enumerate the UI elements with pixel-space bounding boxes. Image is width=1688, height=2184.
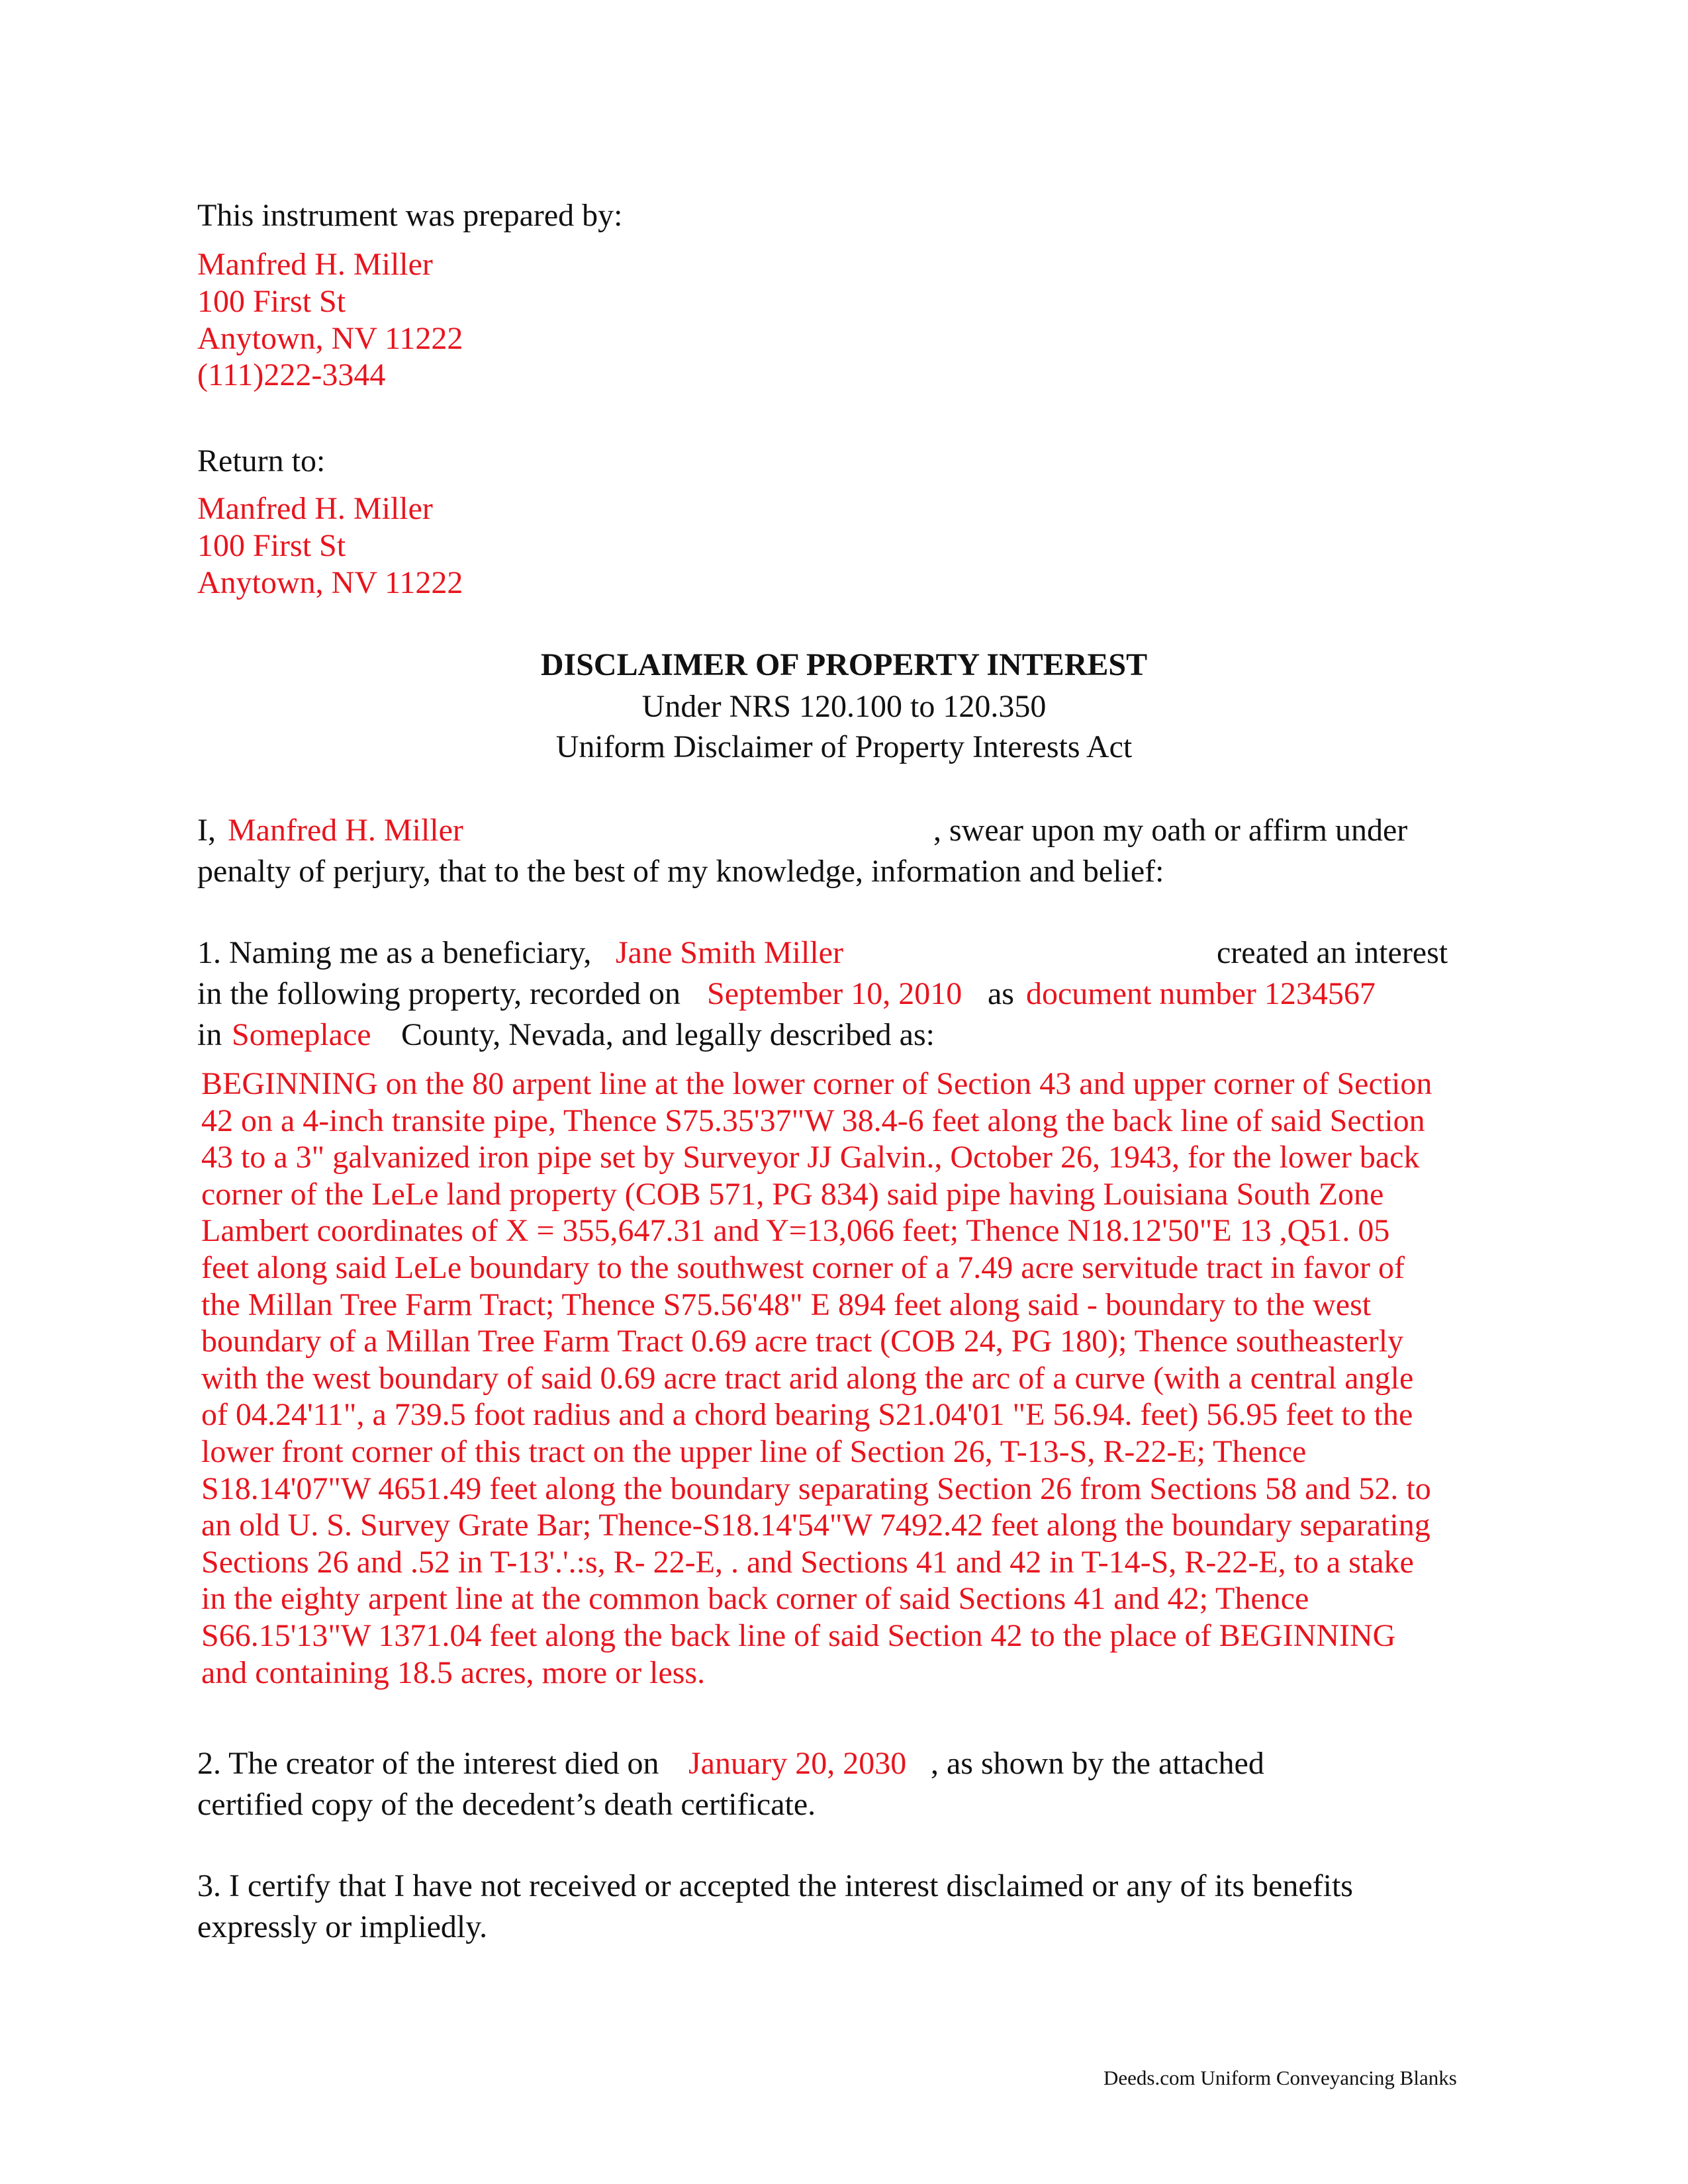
statute-subtitle: Under NRS 120.100 to 120.350 [641,689,1047,724]
disclaimant-name: Manfred H. Miller [228,813,463,848]
item1-line2-prefix: in the following property, recorded on [197,976,681,1011]
legal-line: 43 to a 3" galvanized iron pipe set by Surveyor JJ Galvin., October 26, 1943, for the lower back [201,1140,1420,1175]
return-to-label: Return to: [197,443,326,478]
document-title: DISCLAIMER OF PROPERTY INTEREST [540,647,1148,682]
legal-line: and containing 18.5 acres, more or less. [201,1655,706,1690]
item2-line2: certified copy of the decedent’s death certificate. [197,1787,816,1822]
return-street: 100 First St [197,528,346,563]
preparer-street: 100 First St [197,284,346,319]
legal-line: with the west boundary of said 0.69 acre tract arid along the arc of a curve (with a central angle [201,1360,1414,1396]
item1-line3-suffix: County, Nevada, and legally described as: [401,1017,935,1052]
item1-prefix: 1. Naming me as a beneficiary, [197,935,592,970]
legal-line: the Millan Tree Farm Tract; Thence S75.56'48" E 894 feet along said - boundary to the west [201,1287,1372,1322]
creator-name: Jane Smith Miller [616,935,843,970]
item1-suffix: created an interest [1217,935,1448,970]
act-subtitle: Uniform Disclaimer of Property Interests Act [555,729,1133,764]
legal-line: BEGINNING on the 80 arpent line at the lower corner of Section 43 and upper corner of Section [201,1066,1432,1101]
return-city: Anytown, NV 11222 [197,565,463,600]
legal-line: feet along said LeLe boundary to the southwest corner of a 7.49 acre servitude tract in favor of [201,1250,1405,1285]
item2-suffix: , as shown by the attached [931,1746,1264,1781]
oath-suffix: , swear upon my oath or affirm under [933,813,1408,848]
legal-line: of 04.24'11", a 739.5 foot radius and a chord bearing S21.04'01 "E 56.94. feet) 56.95 feet to the [201,1397,1413,1433]
return-name: Manfred H. Miller [197,491,433,526]
oath-prefix: I, [197,813,216,848]
recorded-date: September 10, 2010 [707,976,962,1011]
legal-line: Sections 26 and .52 in T-13'.'.:s, R- 22-E, . and Sections 41 and 42 in T-14-S, R-22-E, to a stake [201,1544,1414,1580]
footer-credit: Deeds.com Uniform Conveyancing Blanks [1103,2066,1457,2089]
legal-line: S66.15'13"W 1371.04 feet along the back line of said Section 42 to the place of BEGINNING [201,1617,1396,1653]
legal-line: an old U. S. Survey Grate Bar; Thence-S18.14'54"W 7492.42 feet along the boundary separating [201,1508,1430,1543]
prepared-by-label: This instrument was prepared by: [197,198,623,233]
legal-line: 42 on a 4-inch transite pipe, Thence S75.35'37"W 38.4-6 feet along the back line of said Section [201,1103,1425,1138]
legal-line: corner of the LeLe land property (COB 571, PG 834) said pipe having Louisiana South Zone [201,1176,1384,1212]
legal-line: boundary of a Millan Tree Farm Tract 0.69 acre tract (COB 24, PG 180); Thence southeasterly [201,1324,1404,1359]
death-date: January 20, 2030 [688,1746,907,1781]
preparer-phone: (111)222-3344 [197,357,386,392]
item1-line3-prefix: in [197,1017,222,1052]
oath-line2: penalty of perjury, that to the best of my knowledge, information and belief: [197,854,1164,889]
legal-line: in the eighty arpent line at the common back corner of said Sections 41 and 42; Thence [201,1581,1309,1617]
as-text: as [988,976,1014,1011]
legal-description [201,1066,1499,1691]
item3-line2: expressly or impliedly. [197,1909,488,1944]
legal-line: Lambert coordinates of X = 355,647.31 and Y=13,066 feet; Thence N18.12'50"E 13 ,Q51. 05 [201,1213,1390,1249]
preparer-city: Anytown, NV 11222 [197,321,463,356]
preparer-name: Manfred H. Miller [197,247,433,282]
county-name: Someplace [232,1017,371,1052]
document-number: document number 1234567 [1026,976,1376,1011]
legal-line: S18.14'07"W 4651.49 feet along the boundary separating Section 26 from Sections 58 and 52. to [201,1471,1431,1506]
item2-prefix: 2. The creator of the interest died on [197,1746,659,1781]
legal-line: lower front corner of this tract on the upper line of Section 26, T-13-S, R-22-E; Thence [201,1433,1307,1469]
item3-line1: 3. I certify that I have not received or accepted the interest disclaimed or any of its benefits [197,1868,1353,1903]
